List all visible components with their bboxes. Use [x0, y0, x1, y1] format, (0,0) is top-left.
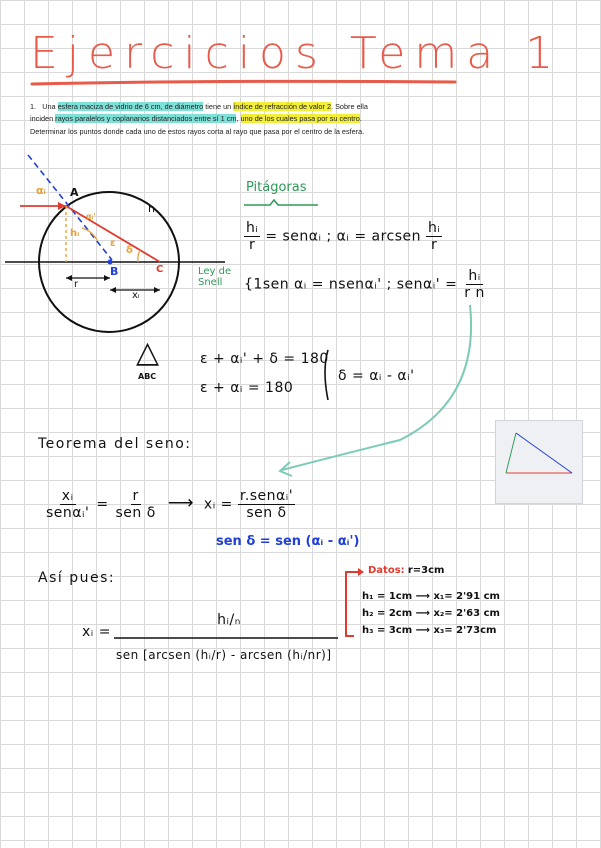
datos-row-2: h₂ = 2cm ⟶ x₂= 2'63 cm	[362, 608, 500, 619]
sen-delta-equation: sen δ = sen (αᵢ - αᵢ')	[216, 534, 360, 549]
highlight-rays: rayos paralelos y coplanarios distanciados entre sí 1 cm	[55, 114, 237, 124]
page-title: Ejercicios Tema 1	[30, 28, 563, 79]
triangle-symbol: △	[136, 335, 160, 370]
teorema-heading: Teorema del seno:	[38, 436, 192, 452]
highlight-index: índice de refracción de valor 2	[233, 102, 332, 111]
label-n: n	[148, 202, 155, 215]
snell-equation: {1sen αᵢ = nsenαᵢ' ; senαᵢ' = $\frac{\text{hᵢ}}{\text{r n}}$	[244, 268, 485, 301]
datos-label: Datos:	[368, 565, 405, 576]
asi-numerator: hᵢ/ₙ	[217, 612, 241, 628]
pitagoras-equation: $\frac{\text{hᵢ}}{r}$ = senαᵢ ; αᵢ = arcsen $\frac{\text{hᵢ}}{r}$	[246, 220, 441, 253]
label-epsilon: ε	[110, 238, 116, 249]
asi-xi: xᵢ =	[82, 624, 111, 640]
problem-number: 1.	[30, 102, 37, 111]
datos-row-1: h₁ = 1cm ⟶ x₁= 2'91 cm	[362, 591, 500, 602]
label-h-i: hᵢ	[70, 228, 80, 239]
label-x-i: xᵢ	[132, 290, 140, 301]
label-r: r	[74, 279, 79, 290]
label-alpha-i-prime: αᵢ'	[86, 212, 96, 221]
teorema-equation: $\frac{\text{xᵢ}}{\text{senαᵢ'}}$ = $\frac{r}{\text{sen δ}}$ ⟶ xᵢ = $\frac{\text{r.senαᵢ'}}{\text{sen δ}}$	[46, 488, 294, 521]
label-C: C	[156, 264, 164, 275]
label-alpha-i: αᵢ	[36, 184, 46, 197]
datos-line	[368, 565, 444, 576]
triangle-eq2: ε + αᵢ = 180	[200, 380, 294, 396]
datos-r: r=3cm	[407, 565, 445, 576]
triangle-eq1: ε + αᵢ' + δ = 180	[200, 351, 329, 367]
highlight-sphere: esfera maciza de vidrio de 6 cm, de diámetro	[57, 102, 204, 111]
datos-row-3: h₃ = 3cm ⟶ x₃= 2'73cm	[362, 625, 497, 636]
label-delta: δ	[126, 245, 133, 256]
triangle-result: δ = αᵢ - αᵢ'	[338, 368, 415, 384]
label-A: A	[70, 186, 79, 199]
problem-statement: 1. Una esfera maciza de vidrio de 6 cm, de diámetro tiene un índice de refracción de valor 2. Sobre ella inciden rayos paralelos y coplanarios distanciados entre sí 1 cm, uno de los cuales pasa por su centro. Determinar los puntos donde cada uno de estos rayos corta al rayo que pasa por el centro de la esfera.	[30, 102, 368, 136]
label-B: B	[110, 265, 119, 278]
asi-denominator: sen [arcsen (hᵢ/r) - arcsen (hᵢ/nr)]	[116, 648, 332, 662]
triangle-label: ABC	[138, 372, 157, 381]
datos-rows	[362, 588, 500, 639]
pitagoras-heading: Pitágoras	[246, 180, 307, 195]
asi-pues-heading: Así pues:	[38, 570, 116, 586]
snell-label: Ley de Snell	[198, 266, 232, 288]
highlight-center: uno de los cuales pasa por su centro	[240, 114, 360, 124]
